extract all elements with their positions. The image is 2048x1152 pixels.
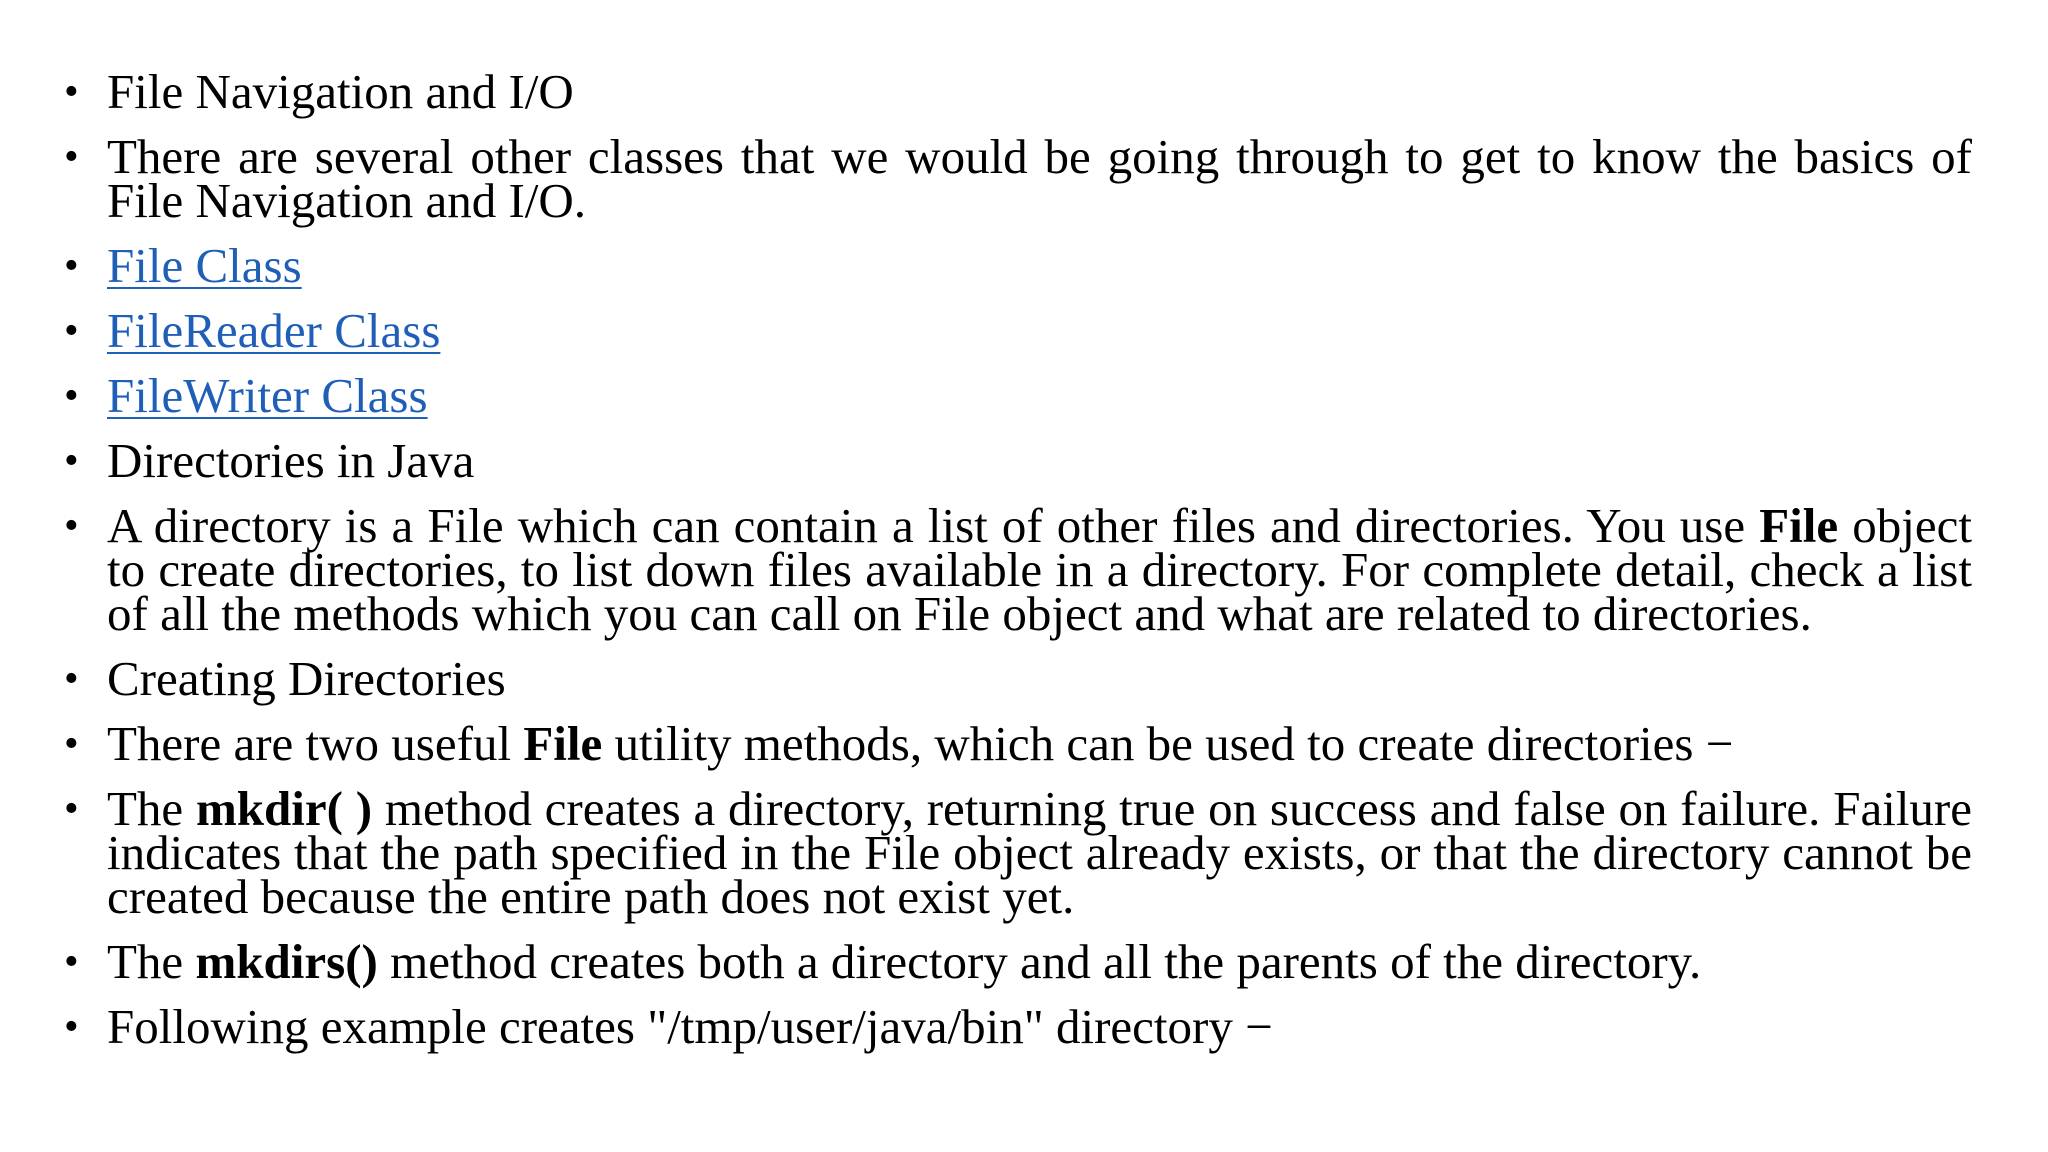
- bullet-file-navigation: [64, 64, 1972, 119]
- filewriter-class-link[interactable]: FileWriter Class: [107, 368, 428, 423]
- bullet-example: [64, 999, 1972, 1054]
- bullet-text-part1: The: [107, 781, 196, 836]
- bullet-text: File Navigation and I/O: [107, 64, 574, 119]
- bullet-text-bold: mkdirs(): [195, 934, 378, 989]
- bullet-filereader-class: [64, 303, 441, 358]
- bullet-text-part1: The: [107, 934, 196, 989]
- bullet-filewriter-class: [64, 368, 428, 423]
- filereader-class-link[interactable]: FileReader Class: [107, 303, 441, 358]
- bullet-creating-directories: [64, 651, 1972, 706]
- bullet-text-bold: File: [1759, 498, 1839, 553]
- bullet-directories-in-java: [64, 433, 1972, 488]
- bullet-dot-icon: •: [64, 134, 79, 180]
- bullet-dot-icon: •: [64, 656, 79, 702]
- bullet-dot-icon: •: [64, 373, 79, 419]
- bullet-text-bold: mkdir( ): [195, 781, 373, 836]
- bullet-dot-icon: •: [64, 69, 79, 115]
- bullet-directory-definition: [64, 498, 1972, 641]
- bullet-text-part2: utility methods, which can be used to create directories −: [602, 716, 1734, 771]
- bullet-dot-icon: •: [64, 1004, 79, 1050]
- bullet-mkdirs: [64, 934, 1972, 989]
- bullet-dot-icon: •: [64, 939, 79, 985]
- bullet-text-part2: method creates both a directory and all the parents of the directory.: [377, 934, 1702, 989]
- bullet-text-part2: method creates a directory, returning true on success and false on failure. Failure indicates that the path specified in the File object already exists, or that the directory cannot be created because the entire path does not exist yet.: [107, 781, 1972, 924]
- file-class-link[interactable]: File Class: [107, 238, 302, 293]
- bullet-dot-icon: •: [64, 438, 79, 484]
- bullet-text: Creating Directories: [107, 651, 506, 706]
- bullet-several-classes: [64, 129, 1972, 228]
- bullet-text: There are several other classes that we would be going through to get to know the basics of File Navigation and I/O.: [107, 129, 1972, 228]
- bullet-mkdir: [64, 781, 1972, 924]
- bullet-dot-icon: •: [64, 243, 79, 289]
- bullet-text-part1: There are two useful: [107, 716, 524, 771]
- bullet-dot-icon: •: [64, 503, 79, 549]
- bullet-file-class: [64, 238, 302, 293]
- bullet-dot-icon: •: [64, 786, 79, 832]
- bullet-dot-icon: •: [64, 308, 79, 354]
- bullet-list: [64, 64, 1972, 1070]
- bullet-text-bold: File: [523, 716, 603, 771]
- bullet-text: Following example creates "/tmp/user/java/bin" directory −: [107, 999, 1273, 1054]
- bullet-text-part1: A directory is a File which can contain a list of other files and directories. You use: [107, 498, 1760, 553]
- bullet-dot-icon: •: [64, 721, 79, 767]
- bullet-useful-methods: [64, 716, 1972, 771]
- bullet-text: Directories in Java: [107, 433, 475, 488]
- bullet-text-part2: object to create directories, to list down files available in a directory. For complete detail, check a list of all the methods which you can call on File object and what are related to directories.: [107, 498, 1972, 641]
